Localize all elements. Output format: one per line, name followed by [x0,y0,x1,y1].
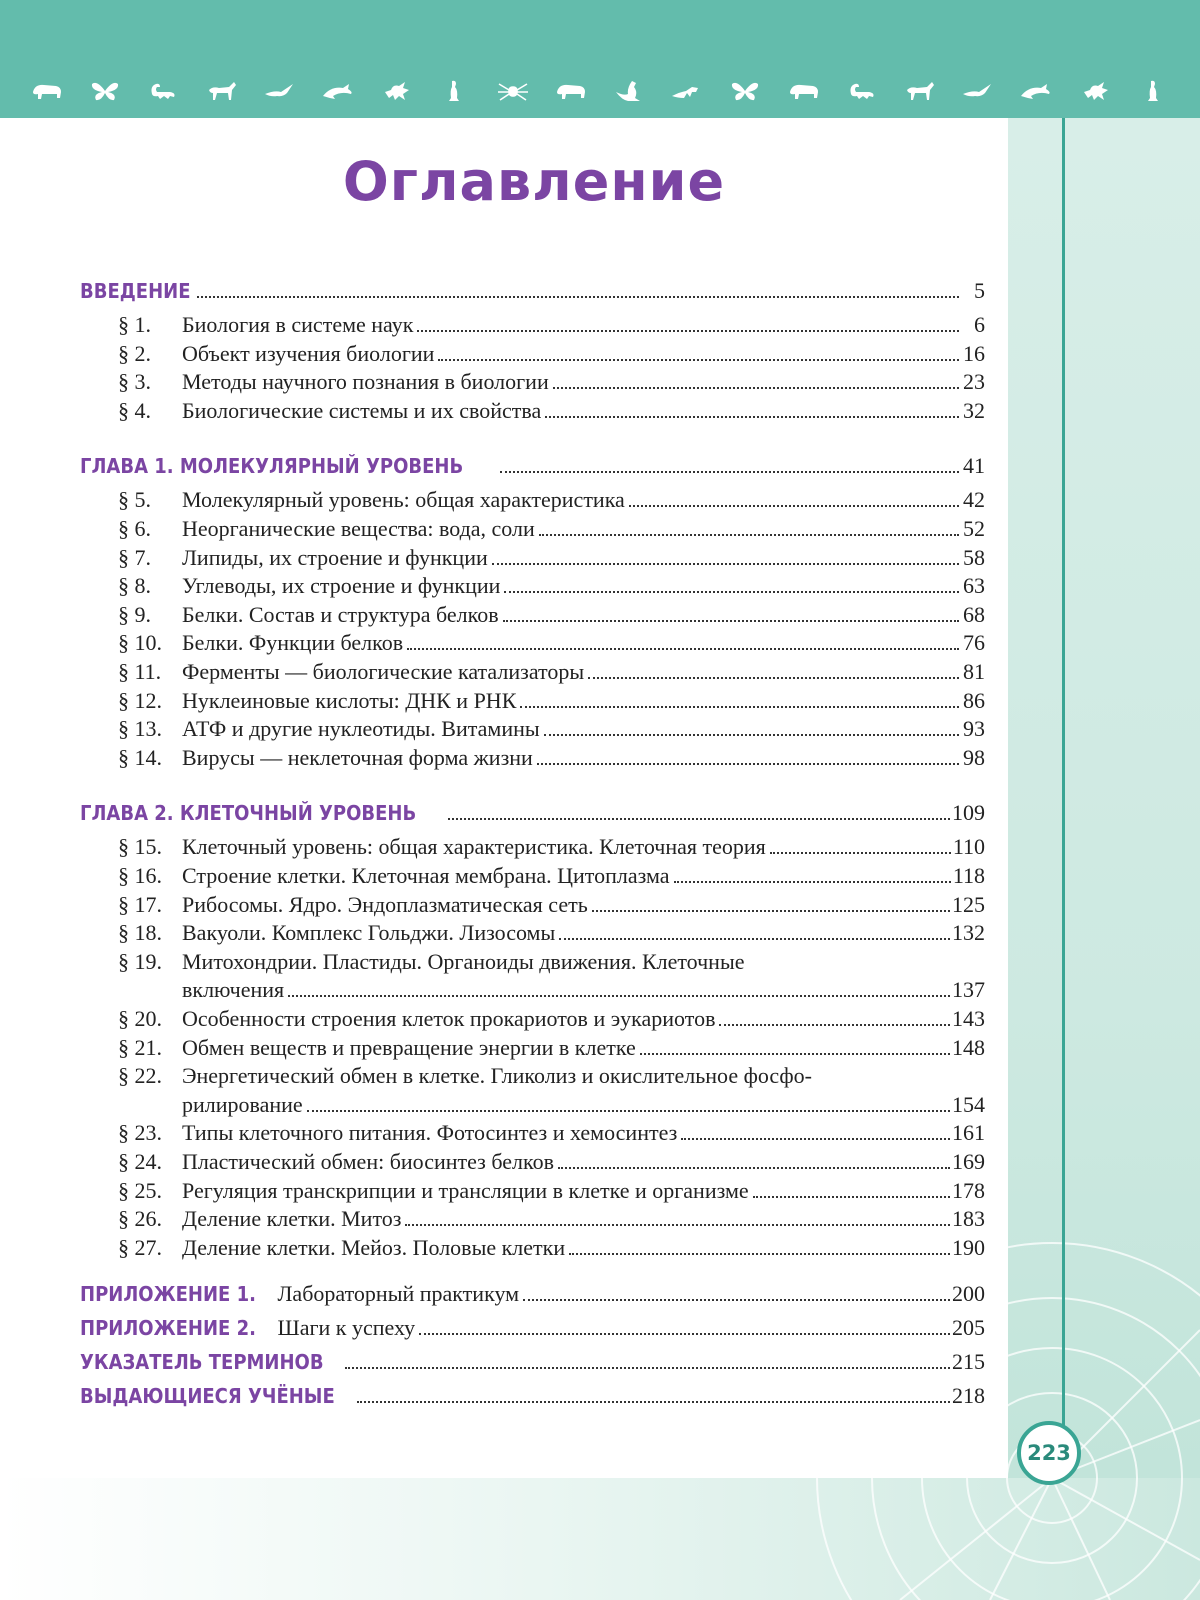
dot-leader [545,415,959,418]
section-title: Методы научного познания в биологии [182,369,549,395]
dot-leader [419,1332,950,1335]
dot-leader [503,619,959,622]
dot-leader [592,909,950,912]
toc-page-number: 183 [952,1206,985,1232]
toc-item[interactable] [80,745,985,775]
dot-leader [288,994,950,997]
appendix-heading[interactable] [80,1383,985,1413]
toc-page-number: 109 [952,800,985,826]
section-number: § 21. [118,1034,162,1060]
appendix-heading[interactable] [80,1281,985,1311]
section-number: § 16. [118,863,162,888]
dot-leader [307,1109,950,1112]
section-number: § 5. [118,487,151,513]
page-title: Оглавление [342,150,726,213]
section-number: § 2. [118,340,151,366]
toc-item[interactable] [80,892,985,922]
toc-item[interactable] [80,1120,985,1150]
toc-item[interactable] [80,1235,985,1265]
dot-leader [345,1366,950,1369]
toc-page-number: 63 [963,573,985,599]
section-number: § 1. [118,312,151,337]
dot-leader [523,1298,950,1301]
toc-item[interactable] [80,1149,985,1179]
toc-heading: УКАЗАТЕЛЬ ТЕРМИНОВ [80,1350,324,1375]
section-title: Углеводы, их строение и функции [182,573,501,599]
section-heading-intro[interactable] [80,278,985,308]
toc-item[interactable] [80,1035,985,1065]
toc-page-number: 68 [963,601,985,627]
dot-leader [500,470,959,473]
dot-leader [544,733,959,736]
section-number: § 27. [118,1234,162,1260]
toc-item[interactable] [80,834,985,864]
dot-leader [553,386,959,389]
appendix-heading[interactable] [80,1349,985,1379]
toc-title: Шаги к успеху [277,1315,416,1341]
section-number: § 12. [118,687,162,713]
dot-leader [719,1023,950,1026]
toc-item[interactable] [80,369,985,399]
toc-item[interactable] [80,863,985,893]
dot-leader [539,533,959,536]
vertical-accent-line [1062,118,1065,1458]
toc-title: Лабораторный практикум [277,1281,520,1307]
toc-item[interactable] [80,920,985,950]
toc-page-number: 81 [963,659,985,684]
section-number: § 26. [118,1206,162,1232]
toc-heading: ВВЕДЕНИЕ [80,279,191,303]
dot-leader [504,590,959,593]
section-title: Белки. Состав и структура белков [182,601,499,627]
section-title: Рибосомы. Ядро. Эндоплазматическая сеть [182,891,588,917]
toc-page-number: 200 [952,1281,985,1307]
section-title: Деление клетки. Митоз [182,1206,402,1232]
dot-leader [448,817,950,820]
toc-page-number: 52 [963,516,985,541]
dot-leader [405,1223,950,1226]
toc-heading: ПРИЛОЖЕНИЕ 2. [80,1316,256,1341]
toc-item[interactable] [80,659,985,689]
toc-item[interactable] [80,1206,985,1236]
toc-page-number: 16 [963,340,985,366]
section-number: § 17. [118,891,162,917]
dot-leader [588,676,959,679]
section-title: Клеточный уровень: общая характеристика. Клеточная теория [182,834,766,860]
toc-page-number: 125 [952,891,985,917]
section-number: § 11. [118,659,162,684]
toc-page-number: 110 [952,834,985,860]
section-title-continuation: рилирование [182,1091,303,1117]
dot-leader [357,1400,950,1403]
toc-page-number: 190 [952,1234,985,1260]
section-title: Строение клетки. Клеточная мембрана. Цитоплазма [182,863,670,888]
toc-item[interactable] [80,312,985,342]
section-title: Митохондрии. Пластиды. Органоиды движения. Клеточные [182,948,745,974]
dot-leader [417,329,959,332]
section-number: § 4. [118,397,151,423]
toc-item[interactable] [80,398,985,428]
section-title: Пластический обмен: биосинтез белков [182,1149,554,1174]
toc-page-number: 132 [952,920,985,946]
section-title: Липиды, их строение и функции [182,544,488,570]
toc-page-number: 161 [952,1120,985,1146]
toc-item[interactable] [80,602,985,632]
section-title: Обмен веществ и превращение энергии в клетке [182,1034,636,1060]
section-title: Биологические системы и их свойства [182,397,542,423]
section-number: § 6. [118,516,151,541]
dot-leader [559,937,950,940]
toc-item-continuation[interactable] [80,977,985,1007]
toc-item[interactable] [80,516,985,546]
section-number: § 18. [118,920,162,946]
section-title: Особенности строения клеток прокариотов и эукариотов [182,1006,716,1031]
section-title: Вакуоли. Комплекс Гольджи. Лизосомы [182,920,556,946]
section-title: Ферменты — биологические катализаторы [182,659,585,684]
toc-page-number: 41 [963,453,985,479]
toc-heading: ПРИЛОЖЕНИЕ 1. [80,1282,256,1307]
section-title: Нуклеиновые кислоты: ДНК и РНК [182,687,517,713]
dot-leader [640,1052,950,1055]
dot-leader [492,562,959,565]
toc-page-number: 118 [952,863,985,888]
toc-item[interactable] [118,949,985,979]
section-number: § 19. [118,948,162,974]
toc-item[interactable] [118,1063,985,1093]
toc-page-number: 93 [963,716,985,742]
section-number: § 8. [118,573,151,599]
dot-leader [537,762,959,765]
toc-page-number: 169 [952,1149,985,1174]
section-number: § 20. [118,1006,162,1031]
dot-leader [681,1137,950,1140]
toc-heading: ГЛАВА 1. МОЛЕКУЛЯРНЫЙ УРОВЕНЬ [80,454,464,479]
toc-item[interactable] [80,1178,985,1208]
section-heading-chapter-2[interactable] [80,800,985,830]
section-title: Биология в системе наук [182,312,414,337]
section-number: § 24. [118,1149,162,1174]
toc-page-number: 148 [952,1034,985,1060]
section-title: Регуляция транскрипции и трансляции в клетке и организме [182,1177,749,1203]
dot-leader [197,295,959,298]
dot-leader [674,880,951,883]
appendix-heading[interactable] [80,1315,985,1345]
section-title: Молекулярный уровень: общая характеристика [182,487,625,513]
section-number: § 3. [118,369,151,395]
toc-item[interactable] [80,487,985,517]
section-number: § 9. [118,601,151,627]
toc-page-number: 58 [963,544,985,570]
toc-page-number: 86 [963,687,985,713]
dot-leader [753,1195,950,1198]
toc-item[interactable] [80,716,985,746]
dot-leader [558,1166,950,1169]
section-title-continuation: включения [182,977,285,1003]
dot-leader [569,1252,950,1255]
toc-page-number: 6 [974,312,985,337]
section-title: Неорганические вещества: вода, соли [182,516,535,541]
dot-leader [438,358,959,361]
dot-leader [407,647,959,650]
toc-item[interactable] [80,688,985,718]
toc-item[interactable] [80,630,985,660]
section-title: АТФ и другие нуклеотиды. Витамины [182,716,540,742]
section-number: § 14. [118,744,162,770]
toc-page-number: 42 [963,487,985,513]
dot-leader [520,705,959,708]
section-number: § 13. [118,716,162,742]
toc-page-number: 178 [952,1177,985,1203]
toc-page-number: 215 [952,1349,985,1375]
toc-heading: ВЫДАЮЩИЕСЯ УЧЁНЫЕ [80,1384,335,1409]
section-heading-chapter-1[interactable] [80,453,985,483]
toc-item[interactable] [80,341,985,371]
toc-item-continuation[interactable] [80,1092,985,1122]
section-number: § 22. [118,1063,162,1089]
toc-page-number: 76 [963,630,985,656]
section-title: Энергетический обмен в клетке. Гликолиз и окислительное фосфо- [182,1063,813,1089]
section-title: Типы клеточного питания. Фотосинтез и хемосинтез [182,1120,678,1146]
dot-leader [629,504,959,507]
section-number: § 10. [118,630,162,656]
toc-page-number: 5 [974,278,985,303]
section-number: § 23. [118,1120,162,1146]
section-title: Белки. Функции белков [182,630,404,656]
toc-page-number: 143 [952,1006,985,1031]
toc-page-number: 154 [952,1091,985,1117]
toc-page-number: 23 [963,369,985,395]
toc-page-number: 218 [952,1383,985,1409]
section-number: § 15. [118,834,162,860]
toc-page-number: 32 [963,397,985,423]
section-number: § 25. [118,1177,162,1203]
section-title: Вирусы — неклеточная форма жизни [182,744,533,770]
dot-leader [770,851,951,854]
toc-item[interactable] [80,1006,985,1036]
section-title: Объект изучения биологии [182,340,435,366]
toc-page-number: 205 [952,1315,985,1341]
toc-item[interactable] [80,545,985,575]
toc-page-number: 137 [952,977,985,1003]
toc-heading: ГЛАВА 2. КЛЕТОЧНЫЙ УРОВЕНЬ [80,801,417,826]
section-title: Деление клетки. Мейоз. Половые клетки [182,1234,566,1260]
section-number: § 7. [118,544,151,570]
page-number-badge: 223 [1017,1421,1081,1485]
toc-page-number: 98 [963,744,985,770]
toc-item[interactable] [80,573,985,603]
